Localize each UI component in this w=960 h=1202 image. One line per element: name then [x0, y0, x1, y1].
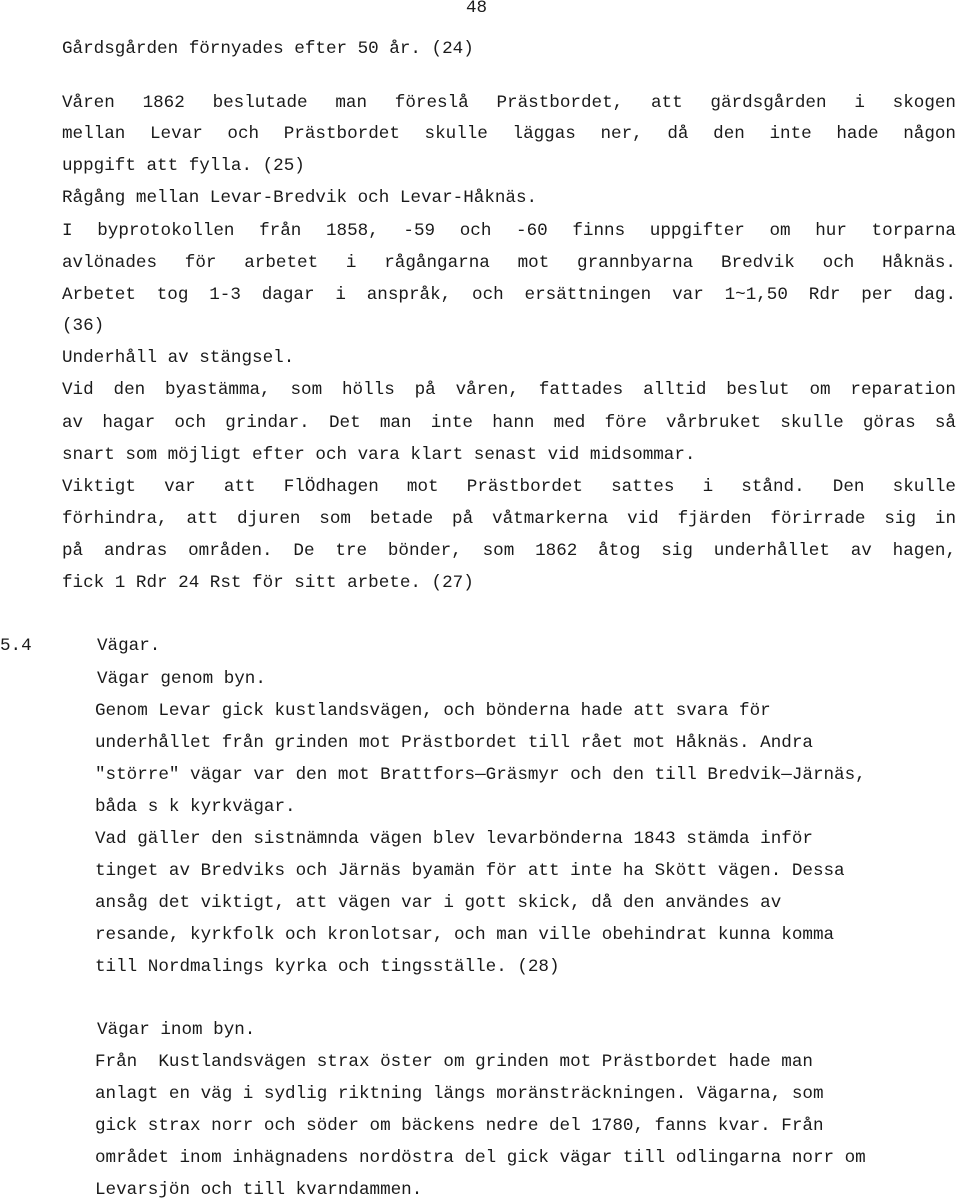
- paragraph-line: området inom inhägnadens nordöstra del gick vägar till odlingarna norr om: [95, 1148, 866, 1168]
- paragraph-line: avlönades för arbetet i rågångarna mot grannbyarna Bredvik och Håknäs.: [62, 253, 956, 273]
- heading-ragang: Rågång mellan Levar-Bredvik och Levar-Håknäs.: [62, 188, 538, 208]
- paragraph-line: underhållet från grinden mot Prästbordet till rået mot Håknäs. Andra: [95, 733, 813, 753]
- paragraph-line: på andras områden. De tre bönder, som 1862 åtog sig underhållet av hagen,: [62, 541, 956, 561]
- paragraph-line: Från Kustlandsvägen strax öster om grinden mot Prästbordet hade man: [95, 1052, 813, 1072]
- paragraph-line: till Nordmalings kyrka och tingsställe. (28): [95, 957, 560, 977]
- paragraph-line: Arbetet tog 1-3 dagar i anspråk, och ersättningen var 1~1,50 Rdr per dag.: [62, 285, 956, 305]
- subheading-vagar-genom-byn: Vägar genom byn.: [97, 669, 266, 689]
- subheading-vagar-inom-byn: Vägar inom byn.: [97, 1020, 256, 1040]
- heading-gardsgarden: Gårdsgården förnyades efter 50 år. (24): [62, 39, 474, 59]
- paragraph-line: Viktigt var att FlÖdhagen mot Prästbordet sattes i stånd. Den skulle: [62, 477, 956, 497]
- paragraph-line: anlagt en väg i sydlig riktning längs moränsträckningen. Vägarna, som: [95, 1084, 824, 1104]
- paragraph-line: Vad gäller den sistnämnda vägen blev levarbönderna 1843 stämda inför: [95, 829, 813, 849]
- paragraph-line: mellan Levar och Prästbordet skulle läggas ner, då den inte hade någon: [62, 124, 956, 144]
- paragraph-line: Genom Levar gick kustlandsvägen, och bönderna hade att svara för: [95, 701, 771, 721]
- paragraph-line: I byprotokollen från 1858, -59 och -60 finns uppgifter om hur torparna: [62, 221, 956, 241]
- paragraph-line: fick 1 Rdr 24 Rst för sitt arbete. (27): [62, 573, 474, 593]
- paragraph-line: ansåg det viktigt, att vägen var i gott skick, då den användes av: [95, 893, 782, 913]
- paragraph-line: "större" vägar var den mot Brattfors—Gräsmyr och den till Bredvik—Järnäs,: [95, 765, 866, 785]
- paragraph-line: resande, kyrkfolk och kronlotsar, och man ville obehindrat kunna komma: [95, 925, 835, 945]
- paragraph-line: av hagar och grindar. Det man inte hann med före vårbruket skulle göras så: [62, 413, 956, 433]
- paragraph-line: Levarsjön och till kvarndammen.: [95, 1180, 423, 1200]
- page-number: 48: [466, 0, 488, 18]
- section-title: Vägar.: [97, 636, 161, 656]
- paragraph-line: gick strax norr och söder om bäckens nedre del 1780, fanns kvar. Från: [95, 1116, 824, 1136]
- paragraph-line: uppgift att fylla. (25): [62, 156, 305, 176]
- section-number: 5.4: [0, 636, 32, 656]
- paragraph-line: (36): [62, 316, 105, 336]
- paragraph-line: snart som möjligt efter och vara klart senast vid midsommar.: [62, 445, 696, 465]
- paragraph-line: förhindra, att djuren som betade på våtmarkerna vid fjärden förirrade sig in: [62, 509, 956, 529]
- heading-underhall: Underhåll av stängsel.: [62, 348, 295, 368]
- paragraph-line: båda s k kyrkvägar.: [95, 797, 296, 817]
- paragraph-line: Vid den byastämma, som hölls på våren, fattades alltid beslut om reparation: [62, 380, 956, 400]
- paragraph-line: tinget av Bredviks och Järnäs byamän för att inte ha Skött vägen. Dessa: [95, 861, 845, 881]
- paragraph-line: Våren 1862 beslutade man föreslå Prästbordet, att gärdsgården i skogen: [62, 93, 956, 113]
